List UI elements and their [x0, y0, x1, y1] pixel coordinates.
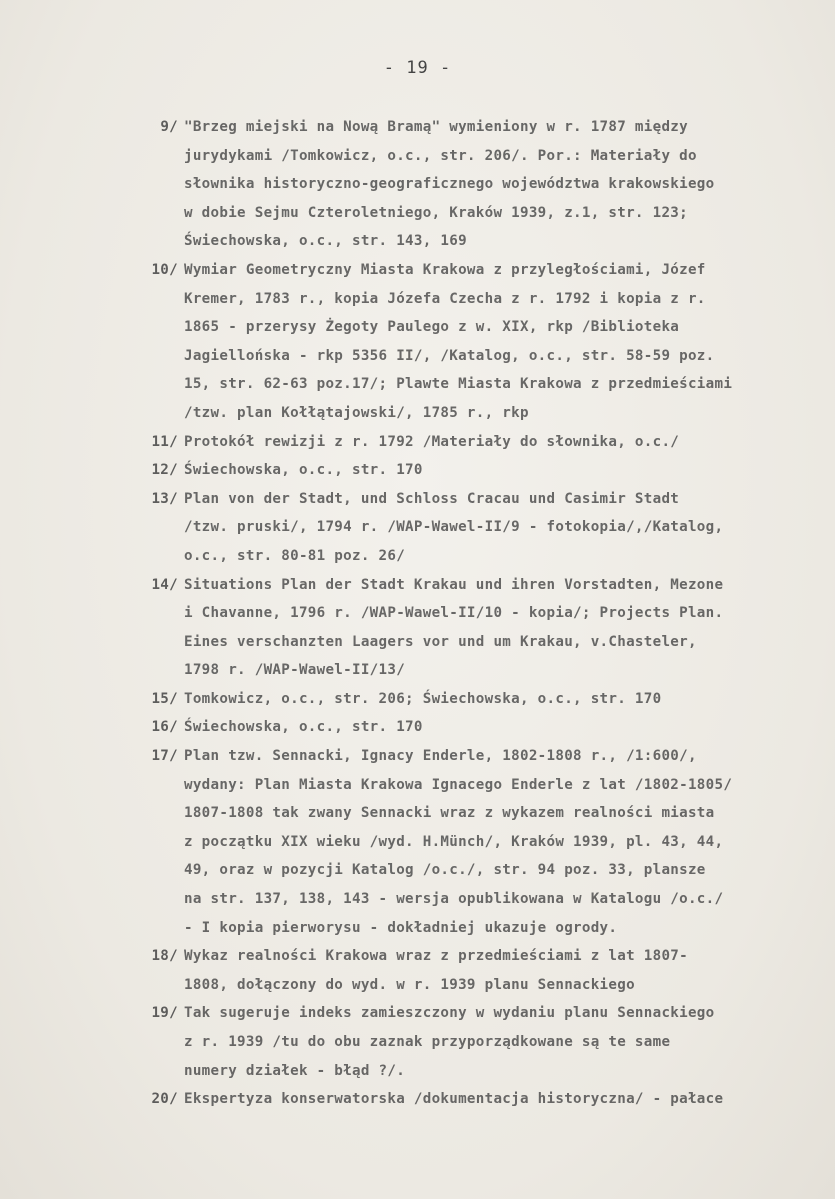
footnote-line: Świechowska, o.c., str. 143, 169: [184, 233, 467, 250]
footnote-number: 10/: [151, 261, 178, 278]
footnote-number: 15/: [151, 690, 178, 707]
footnote-line: wydany: Plan Miasta Krakowa Ignacego Enderle z lat /1802-1805/: [184, 776, 733, 793]
footnote-12: [132, 456, 822, 485]
footnote-line: 1798 r. /WAP-Wawel-II/13/: [184, 662, 406, 679]
footnote-20: [132, 1085, 822, 1114]
footnote-text: [184, 742, 822, 942]
footnote-text: [184, 999, 822, 1085]
footnote-text: [184, 1085, 822, 1114]
footnotes-list: [132, 113, 822, 1114]
footnote-line: Wykaz realności Krakowa wraz z przedmieściami z lat 1807-: [184, 948, 688, 965]
footnote-line: Plan tzw. Sennacki, Ignacy Enderle, 1802-1808 r., /1:600/,: [184, 748, 697, 765]
footnote-line: Plan von der Stadt, und Schloss Cracau und Casimir Stadt: [184, 490, 680, 507]
footnote-line: z początku XIX wieku /wyd. H.Münch/, Kraków 1939, pl. 43, 44,: [184, 833, 724, 850]
footnote-line: numery działek - błąd ?/.: [184, 1062, 406, 1079]
footnote-9: [132, 113, 822, 256]
footnote-line: Kremer, 1783 r., kopia Józefa Czecha z r. 1792 i kopia z r.: [184, 290, 706, 307]
footnote-number: 9/: [160, 119, 178, 135]
footnote-line: 49, oraz w pozycji Katalog /o.c./, str. 94 poz. 33, plansze: [184, 862, 706, 879]
footnote-number: 16/: [151, 719, 178, 736]
footnote-13: [132, 485, 822, 571]
footnote-line: /tzw. plan Kołłątajowski/, 1785 r., rkp: [184, 404, 529, 421]
footnote-line: Situations Plan der Stadt Krakau und ihren Vorstadten, Mezone: [184, 576, 724, 593]
footnote-line: Świechowska, o.c., str. 170: [184, 719, 423, 736]
footnote-line: Świechowska, o.c., str. 170: [184, 462, 423, 479]
footnote-15: [132, 685, 822, 714]
footnote-17: [132, 742, 822, 942]
footnote-number: 12/: [151, 462, 178, 479]
footnote-number: 11/: [151, 433, 178, 450]
footnote-19: [132, 999, 822, 1085]
footnote-14: [132, 571, 822, 685]
footnote-text: [184, 428, 822, 457]
footnote-line: Tak sugeruje indeks zamieszczony w wydaniu planu Sennackiego: [184, 1005, 715, 1022]
footnote-line: 1807-1808 tak zwany Sennacki wraz z wykazem realności miasta: [184, 805, 715, 822]
footnote-text: [184, 113, 822, 256]
footnote-line: "Brzeg miejski na Nową Bramą" wymieniony w r. 1787 między: [184, 119, 688, 135]
footnote-line: Tomkowicz, o.c., str. 206; Świechowska, o.c., str. 170: [184, 690, 662, 707]
footnote-line: Ekspertyza konserwatorska /dokumentacja historyczna/ - pałace: [184, 1091, 724, 1108]
footnote-text: [184, 256, 822, 428]
footnote-10: [132, 256, 822, 428]
footnote-line: /tzw. pruski/, 1794 r. /WAP-Wawel-II/9 - fotokopia/,/Katalog,: [184, 519, 724, 536]
footnote-number: 14/: [151, 576, 178, 593]
footnote-line: na str. 137, 138, 143 - wersja opublikowana w Katalogu /o.c./: [184, 891, 724, 908]
footnote-18: [132, 942, 822, 999]
footnote-line: w dobie Sejmu Czteroletniego, Kraków 1939, z.1, str. 123;: [184, 204, 688, 221]
footnote-number: 17/: [151, 748, 178, 765]
footnote-line: Protokół rewizji z r. 1792 /Materiały do słownika, o.c./: [184, 433, 680, 450]
footnote-line: Jagiellońska - rkp 5356 II/, /Katalog, o.c., str. 58-59 poz.: [184, 347, 715, 364]
footnote-text: [184, 456, 822, 485]
footnote-line: Eines verschanzten Laagers vor und um Krakau, v.Chasteler,: [184, 633, 697, 650]
footnote-line: 1808, dołączony do wyd. w r. 1939 planu Sennackiego: [184, 976, 635, 993]
footnote-line: 1865 - przerysy Żegoty Paulego z w. XIX, rkp /Biblioteka: [184, 319, 680, 336]
page-number: - 19 -: [383, 58, 452, 78]
footnote-line: o.c., str. 80-81 poz. 26/: [184, 547, 406, 564]
footnote-line: i Chavanne, 1796 r. /WAP-Wawel-II/10 - kopia/; Projects Plan.: [184, 605, 724, 622]
footnote-16: [132, 713, 822, 742]
footnote-text: [184, 685, 822, 714]
footnote-number: 19/: [151, 1005, 178, 1022]
footnote-text: [184, 713, 822, 742]
footnote-line: z r. 1939 /tu do obu zaznak przyporządkowane są te same: [184, 1034, 671, 1050]
footnote-line: - I kopia pierworysu - dokładniej ukazuje ogrody.: [184, 919, 618, 936]
footnote-text: [184, 571, 822, 685]
footnote-line: jurydykami /Tomkowicz, o.c., str. 206/. Por.: Materiały do: [184, 147, 697, 164]
footnote-line: Wymiar Geometryczny Miasta Krakowa z przyległościami, Józef: [184, 261, 706, 278]
footnote-number: 13/: [151, 490, 178, 507]
footnote-text: [184, 485, 822, 571]
footnote-number: 20/: [151, 1091, 178, 1108]
footnote-number: 18/: [151, 948, 178, 965]
footnote-line: 15, str. 62-63 poz.17/; Plawte Miasta Krakowa z przedmieściami: [184, 376, 733, 393]
footnote-line: słownika historyczno-geograficznego województwa krakowskiego: [184, 176, 715, 193]
footnote-11: [132, 428, 822, 457]
footnote-text: [184, 942, 822, 999]
